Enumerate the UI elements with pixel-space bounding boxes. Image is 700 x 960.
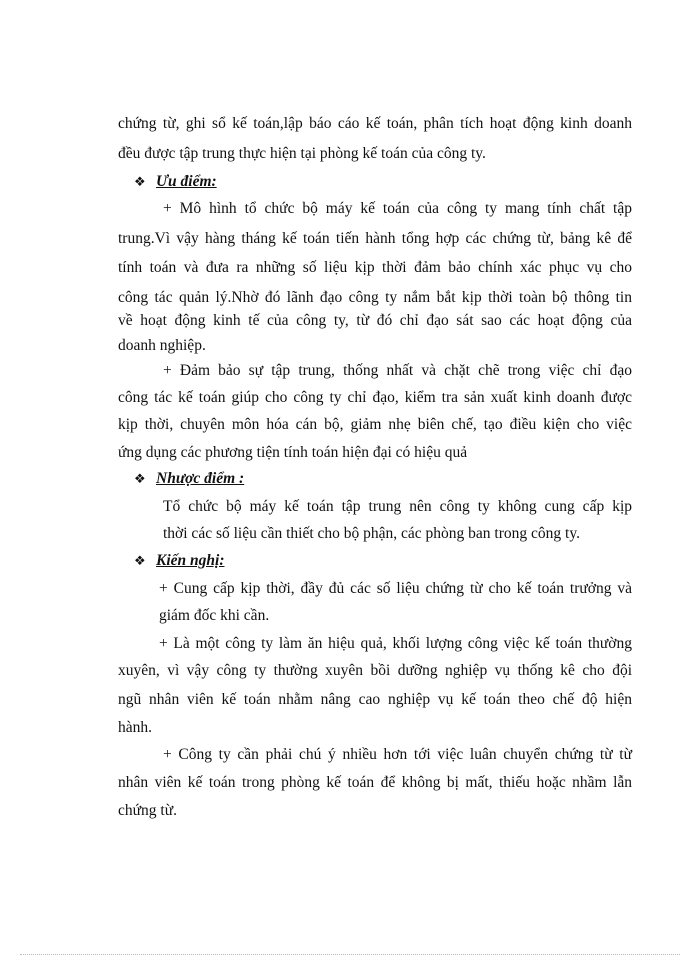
text-line: công tác quản lý.Nhờ đó lãnh đạo công ty nắm bắt kịp thời toàn bộ thông tin <box>118 289 632 306</box>
text-line: xuyên, vì vậy công ty thường xuyên bồi dưỡng nghiệp vụ thống kê cho đội <box>118 662 632 679</box>
text-line: thời các số liệu cần thiết cho bộ phận, các phòng ban trong công ty. <box>163 525 580 542</box>
text-line: + Cung cấp kịp thời, đầy đủ các số liệu chứng từ cho kế toán trưởng và <box>159 580 632 597</box>
diamond-bullet-icon: ❖ <box>134 471 146 486</box>
section-heading-advantages: ❖ Ưu điểm: <box>134 173 217 190</box>
text-line: nhân viên kế toán trong phòng kế toán để không bị mất, thiếu hoặc nhầm lẫn <box>118 774 632 791</box>
text-line: công tác kế toán giúp cho công ty chỉ đạo, kiểm tra sản xuất kinh doanh được <box>118 389 632 406</box>
text-line: trung.Vì vậy hàng tháng kế toán tiến hành tổng hợp các chứng từ, bảng kê để <box>118 230 632 247</box>
text-line: về hoạt động kinh tế của công ty, từ đó chỉ đạo sát sao các hoạt động của <box>118 312 632 329</box>
diamond-bullet-icon: ❖ <box>134 553 146 568</box>
section-heading-disadvantages: ❖ Nhược điểm : <box>134 470 245 487</box>
text-line: hành. <box>118 719 153 736</box>
text-line: chứng từ. <box>118 802 177 819</box>
text-line: kịp thời, chuyên môn hóa cán bộ, giảm nhẹ biên chế, tạo điều kiện cho việc <box>118 416 632 433</box>
text-line: ứng dụng các phương tiện tính toán hiện đại có hiệu quả <box>118 444 468 461</box>
text-line: + Đảm bảo sự tập trung, thống nhất và chặt chẽ trong việc chỉ đạo <box>163 362 632 379</box>
text-line: doanh nghiệp. <box>118 337 206 354</box>
text-line: Tổ chức bộ máy kế toán tập trung nên công ty không cung cấp kịp <box>163 498 632 515</box>
text-line: tính toán và đưa ra những số liệu kịp thời đảm bảo chính xác phục vụ cho <box>118 259 632 276</box>
text-line: giám đốc khi cần. <box>159 607 270 624</box>
text-line: + Mô hình tổ chức bộ máy kế toán của công ty mang tính chất tập <box>163 200 632 217</box>
text-line: + Công ty cần phải chú ý nhiều hơn tới việc luân chuyển chứng từ từ <box>163 746 632 763</box>
text-line: đều được tập trung thực hiện tại phòng kế toán của công ty. <box>118 145 486 162</box>
section-heading-recommendations: ❖ Kiến nghị: <box>134 552 225 569</box>
text-line: ngũ nhân viên kế toán nhằm nâng cao nghiệp vụ kế toán theo chế độ hiện <box>118 691 632 708</box>
text-line: + Là một công ty làm ăn hiệu quả, khối lượng công việc kế toán thường <box>159 635 632 652</box>
page-bottom-rule <box>20 954 680 955</box>
diamond-bullet-icon: ❖ <box>134 174 146 189</box>
text-line: chứng từ, ghi sổ kế toán,lập báo cáo kế toán, phân tích hoạt động kinh doanh <box>118 115 632 132</box>
